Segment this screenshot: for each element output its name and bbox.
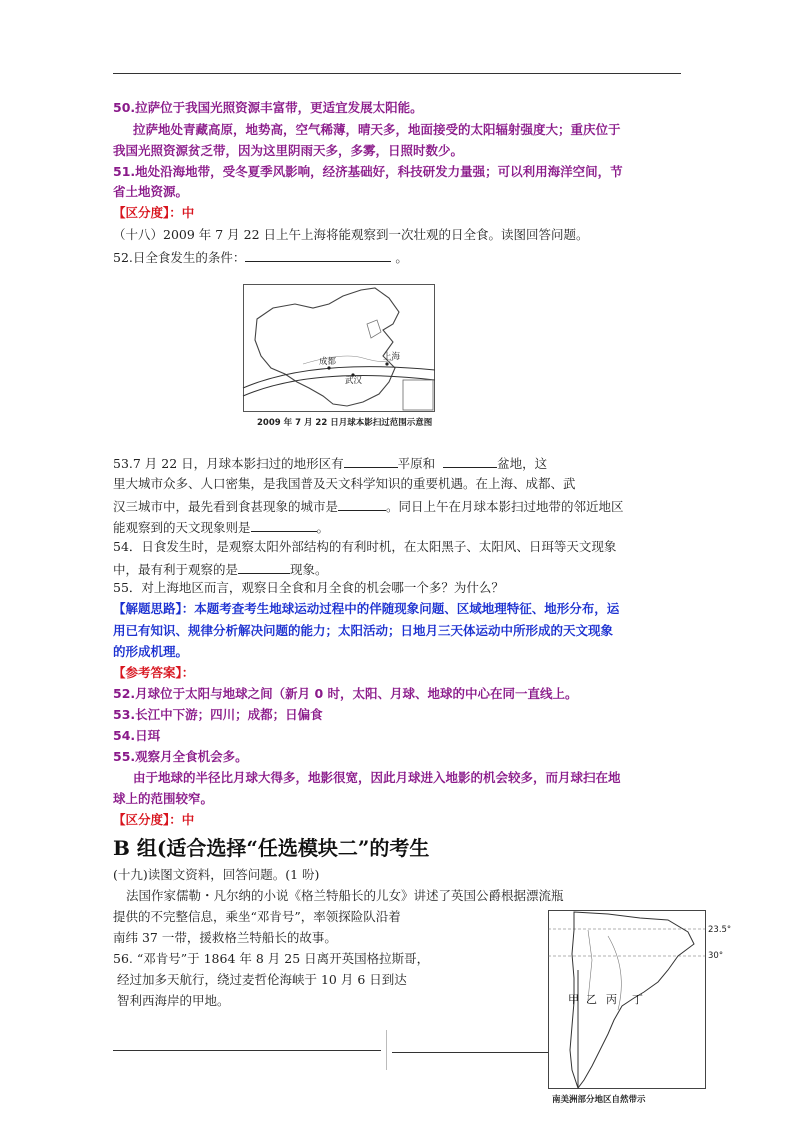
answer-55-detail-2: 球上的范围较窄。 (113, 791, 214, 806)
answer-blank[interactable] (251, 517, 317, 532)
answer-blank[interactable] (238, 559, 290, 574)
lat-30: 30° (708, 951, 724, 961)
point-ding: 丁 (632, 993, 643, 1006)
q54-text-end: 现象。 (290, 562, 328, 577)
question-19-text-1: 法国作家儒勒・凡尔纳的小说《格兰特船长的儿女》讲述了英国公爵根据漂流瓶 (126, 888, 564, 903)
question-53-line-2: 里大城市众多、人口密集，是我国普及天文科学知识的重要机遇。在上海、成都、武 (113, 476, 576, 491)
south-america-map-figure (548, 910, 732, 1110)
answer-50: 50.拉萨位于我国光照资源丰富带，更适宜发展太阳能。 (113, 100, 423, 115)
q53-text-5: 。同日上午在月球本影扫过地带的邻近地区 (386, 499, 624, 514)
answer-50-detail-1: 拉萨地处青藏高原，地势高，空气稀薄，晴天多，地面接受的太阳辐射强度大；重庆位于 (133, 122, 621, 137)
reference-answer-heading: 【参考答案】： (113, 665, 195, 680)
q53-text-7: 。 (316, 520, 330, 535)
answer-50-detail-2: 我国光照资源贫乏带，因为这里阴雨天多，多雾，日照时数少。 (113, 143, 464, 158)
answer-51-line-1: 51.地处沿海地带，受冬夏季风影响，经济基础好，科技研发力量强；可以利用海洋空间，节 (113, 164, 623, 179)
china-eclipse-map (243, 284, 435, 430)
answer-blank[interactable] (245, 247, 391, 262)
question-56-line-3: 智利西海岸的甲地。 (117, 993, 230, 1008)
question-52-text: 52.日全食发生的条件： (113, 250, 246, 265)
solution-hint-2: 用已有知识、规律分析解决问题的能力；太阳活动；日地月三天体运动中所形成的天文现象 (113, 623, 614, 638)
bottom-rule-right (392, 1052, 548, 1053)
question-54-line-1: 54．日食发生时，是观察太阳外部结构的有利时机，在太阳黑子、太阳风、日珥等天文现象 (113, 539, 617, 554)
q53-text-2: 平原和 (397, 456, 436, 471)
point-jia: 甲 (568, 993, 579, 1006)
answer-53: 53.长江中下游；四川；成都；日偏食 (113, 707, 323, 722)
question-52-end: 。 (395, 250, 408, 265)
map-label-shanghai: 上海 (383, 352, 401, 362)
q54-text: 中，最有利于观察的是 (113, 562, 239, 577)
difficulty-label-2: 【区分度】：中 (113, 812, 195, 827)
group-b-heading: B 组(适合选择“任选模块二”的考生 (113, 836, 430, 860)
lat-23-5: 23.5° (708, 925, 732, 935)
question-18-intro: （十八）2009 年 7 月 22 日上午上海将能观察到一次壮观的日全食。读图回答问题。 (113, 227, 589, 242)
map-label-wuhan: 武汉 (345, 376, 363, 386)
answer-51-line-2: 省土地资源。 (113, 184, 189, 199)
question-55: 55．对上海地区而言，观察日全食和月全食的机会哪一个多？为什么？ (113, 580, 504, 595)
map1-caption: 2009 年 7 月 22 日月球本影扫过范围示意图 (257, 418, 433, 428)
answer-blank[interactable] (344, 453, 398, 468)
difficulty-label-1: 【区分度】：中 (113, 205, 195, 220)
answer-52: 52.月球位于太阳与地球之间（新月 0 时，太阳、月球、地球的中心在同一直线上。 (113, 686, 578, 701)
point-bing: 丙 (606, 993, 617, 1006)
question-54-line-2 (113, 559, 328, 579)
question-53-line-4 (113, 517, 329, 537)
q53-text-6: 能观察到的天文现象则是 (113, 520, 251, 535)
china-map-figure (243, 284, 435, 430)
map-label-chengdu: 成都 (319, 357, 337, 367)
point-yi: 乙 (586, 993, 597, 1006)
solution-hint-3: 的形成机理。 (113, 644, 189, 659)
answer-blank[interactable] (338, 496, 386, 511)
question-53-line-3 (113, 496, 624, 516)
question-19-intro: (十九)读图文资料，回答问题。(1 吩) (113, 867, 320, 882)
map2-caption: 南美洲部分地区自然带示 (552, 1095, 646, 1105)
question-56-line-2: 经过加多天航行，绕过麦哲伦海峡于 10 月 6 日到达 (117, 972, 407, 987)
question-56-line-1: 56. “邓肯号”于 1864 年 8 月 25 日离开英国格拉斯哥， (113, 951, 430, 966)
question-52 (113, 247, 408, 267)
answer-54: 54.日珥 (113, 728, 161, 743)
q53-text-1: 53.7 月 22 日，月球本影扫过的地形区有 (113, 456, 344, 471)
answer-blank[interactable] (443, 453, 497, 468)
bottom-rule-left (113, 1050, 381, 1051)
question-19-text-2: 提供的不完整信息，乘坐“邓肯号”，率领探险队沿着 (113, 909, 401, 924)
q53-text-4: 汉三城市中，最先看到食甚现象的城市是 (113, 499, 339, 514)
south-america-map (548, 910, 732, 1110)
question-19-text-3: 南纬 37 一带，援救格兰特船长的故事。 (113, 930, 337, 945)
top-rule (113, 73, 681, 74)
column-divider (386, 1030, 387, 1070)
answer-55: 55.观察月全食机会多。 (113, 749, 248, 764)
solution-hint-1: 【解题思路】：本题考查考生地球运动过程中的伴随现象问题、区域地理特征、地形分布，运 (113, 601, 620, 616)
question-53-line-1 (113, 453, 547, 473)
answer-55-detail-1: 由于地球的半径比月球大得多，地影很宽，因此月球进入地影的机会较多，而月球扫在地 (133, 770, 621, 785)
q53-text-3: 盆地，这 (497, 456, 548, 471)
